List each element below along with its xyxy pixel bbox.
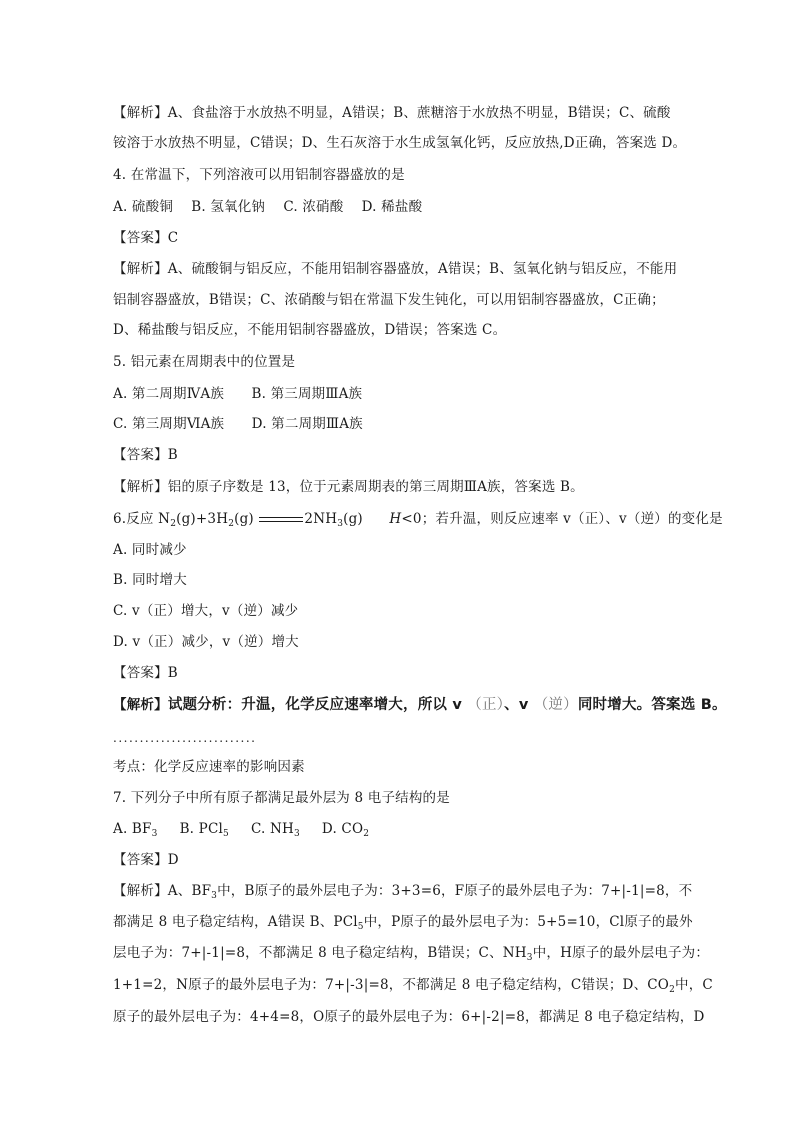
question-6-option-b: B. 同时增大 <box>113 572 187 588</box>
question-5-options-cd: C. 第三周期ⅥA族 D. 第二周期ⅢA族 <box>113 416 363 432</box>
explanation-7-line4: 1+1=2，N原子的最外层电子为：7+|-3|=8，不都满足 8 电子稳定结构，C错误；D、$CO_2$中，C <box>113 977 713 995</box>
explanation-7-line2: 都满足 8 电子稳定结构，A错误 B、PCl$_5$中，P原子的最外层电子为：5+5=10，Cl原子的最外 <box>113 914 693 932</box>
question-4-options: A. 硫酸铜 B. 氢氧化钠 C. 浓硝酸 D. 稀盐酸 <box>113 199 423 215</box>
equilibrium-arrow-icon <box>259 516 303 524</box>
question-7-options: A. $BF_3$ B. PCl$_5$ C. $NH_3$ D. $CO_2$ <box>113 821 370 839</box>
question-6-option-c: C. v（正）增大，v（逆）减少 <box>113 603 299 619</box>
question-5-options-ab: A. 第二周期ⅣA族 B. 第三周期ⅢA族 <box>113 386 363 402</box>
question-6-option-d: D. v（正）减少，v（逆）增大 <box>113 634 299 650</box>
explanation-q3-line2: 铵溶于水放热不明显，C错误；D、生石灰溶于水生成氢氧化钙，反应放热,D正确，答案选 D。 <box>113 135 687 151</box>
explanation-4-line1: 【解析】A、硫酸铜与铝反应，不能用铝制容器盛放，A错误；B、氢氧化钠与铝反应，不能用 <box>113 261 678 277</box>
question-6-option-a: A. 同时减少 <box>113 542 187 558</box>
question-5: 5. 铝元素在周期表中的位置是 <box>113 354 296 370</box>
explanation-7-line3: 层电子为：7+|-1|=8，不都满足 8 电子稳定结构，B错误；C、$NH_3$中，H原子的最外层电子为： <box>113 945 710 963</box>
explanation-4-line3: D、稀盐酸与铝反应，不能用铝制容器盛放，D错误；答案选 C。 <box>113 322 507 338</box>
question-6: 6.反应 $N_2(g)+3H_2(g)$ $2NH_3(g)$ H<0；若升温，则反应速率 v（正）、v（逆）的变化是 <box>113 511 723 529</box>
explanation-6: 【解析】试题分析：升温，化学反应速率增大，所以 v （正）、v （逆）同时增大。答案选 B。 <box>113 697 727 713</box>
answer-5: 【答案】B <box>113 447 178 463</box>
explanation-4-line2: 铝制容器盛放，B错误；C、浓硝酸与铝在常温下发生钝化，可以用铝制容器盛放，C正确； <box>113 292 665 308</box>
knowledge-point: 考点：化学反应速率的影响因素 <box>113 759 305 775</box>
explanation-7-line1: 【解析】A、$BF_3$中，B原子的最外层电子为：3+3=6，F原子的最外层电子为：7+|-1|=8，不 <box>113 883 693 901</box>
answer-4: 【答案】C <box>113 230 179 246</box>
question-7: 7. 下列分子中所有原子都满足最外层为 8 电子结构的是 <box>113 790 450 806</box>
answer-7: 【答案】D <box>113 852 179 868</box>
question-4: 4. 在常温下，下列溶液可以用铝制容器盛放的是 <box>113 167 405 183</box>
answer-6: 【答案】B <box>113 665 178 681</box>
dotted-separator: ........................... <box>113 731 257 745</box>
explanation-7-line5: 原子的最外层电子为：4+4=8，O原子的最外层电子为：6+|-2|=8，都满足 8 电子稳定结构，D <box>113 1009 705 1025</box>
explanation-q3-line1: 【解析】A、食盐溶于水放热不明显，A错误；B、蔗糖溶于水放热不明显，B错误；C、硫酸 <box>113 105 671 121</box>
explanation-5: 【解析】铝的原子序数是 13，位于元素周期表的第三周期ⅢA族，答案选 B。 <box>113 479 584 495</box>
